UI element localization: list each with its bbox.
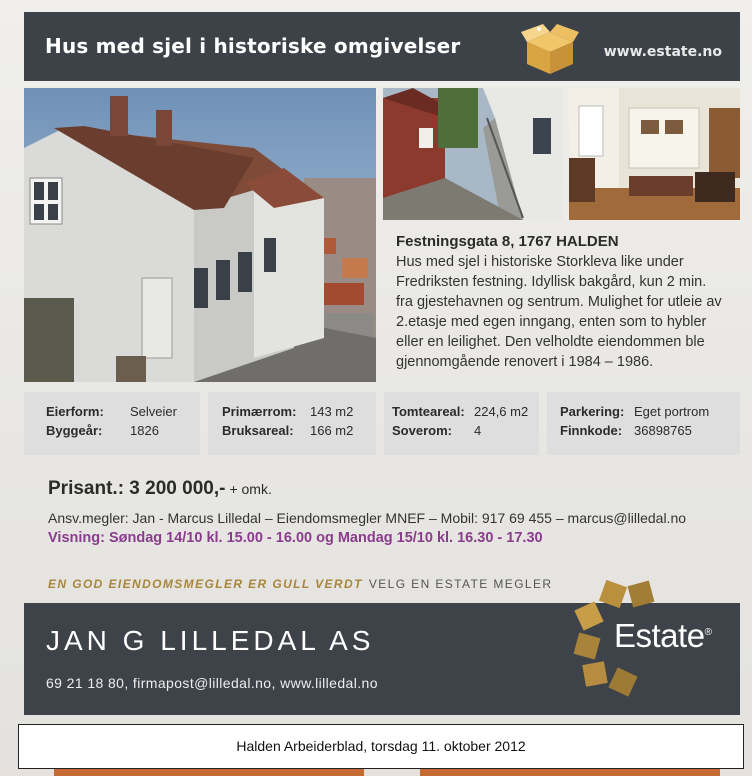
slogan [48,577,552,591]
fact-value: 143 m2 [310,404,354,419]
slogan-grey: VELG EN ESTATE MEGLER [368,577,553,591]
fact-label: Finnkode: [560,423,623,438]
fact-value: 4 [474,423,482,438]
estate-logo-text [614,617,711,655]
fact-value: 36898765 [634,423,692,438]
agent-contact: Ansv.megler: Jan - Marcus Lilledal – Eiendomsmegler MNEF – Mobil: 917 69 455 – marcus@lilledal.no [48,510,687,526]
fact-value: 1826 [130,423,159,438]
company-contact: 69 21 18 80, firmapost@lilledal.no, www.lilledal.no [46,675,378,691]
viewing-times: Visning: Søndag 14/10 kl. 15.00 - 16.00 og Mandag 15/10 kl. 16.30 - 17.30 [48,530,543,546]
registered-mark: ® [704,627,712,638]
estate-website[interactable]: www.estate.no [603,44,722,60]
fact-cell-parking [547,392,740,455]
fact-row [46,423,159,438]
fact-cell-lot [384,392,539,455]
price-suffix: + omk. [229,481,272,497]
fact-label: Eierform: [46,404,104,419]
fact-row [222,404,353,419]
fact-cell-ownership [24,392,200,455]
fact-label: Byggeår: [46,423,103,438]
listing-info [396,233,740,372]
ad-headline: Hus med sjel i historiske omgivelser [45,34,461,58]
fact-label: Parkering: [560,404,625,419]
slogan-gold: EN GOD EIENDOMSMEGLER ER GULL VERDT [48,577,363,591]
fact-label: Primærrom: [222,404,297,419]
logo-word: Estate [614,617,705,654]
description-line: Fredriksten festning. Idyllisk bakgård, kun 2 min. [396,274,707,290]
asking-price: Prisant.: 3 200 000,- [48,478,226,499]
fact-row [560,423,692,438]
fact-row [560,404,709,419]
description-line: fra gjestehavnen og sentrum. Mulighet for utleie av [396,294,722,310]
fact-value: Selveier [130,404,177,419]
company-name: JAN G LILLEDAL AS [46,625,375,656]
page-bottom-strip [0,769,752,776]
fact-row [392,423,481,438]
agency-footer [24,603,740,715]
fact-cell-area [208,392,376,455]
fact-label: Tomteareal: [392,404,465,419]
fact-row [222,423,353,438]
listing-description [396,252,740,372]
fact-value: Eget portrom [634,404,710,419]
listing-address: Festningsgata 8, 1767 HALDEN [396,233,619,250]
description-line: Hus med sjel i historiske Storkleva like under [396,254,684,270]
fact-row [392,404,528,419]
fact-label: Bruksareal: [222,423,294,438]
source-caption: Halden Arbeiderblad, torsdag 11. oktober 2012 [18,724,744,769]
fact-value: 166 m2 [310,423,354,438]
description-line: eller en leilighet. Den velholdte eiendommen ble [396,334,705,350]
description-line: 2.etasje med egen inngang, enten som to hybler [396,314,707,330]
orange-strip [54,769,364,776]
price-line [48,478,272,500]
fact-value: 224,6 m2 [474,404,529,419]
fact-label: Soverom: [392,423,452,438]
property-facts [24,392,740,455]
open-box-icon [519,20,581,76]
ad-header-banner [24,12,740,81]
fact-row [46,404,177,419]
description-line: gjennomgående renovert i 1984 – 1986. [396,354,654,370]
house-exterior-photo [24,88,376,382]
courtyard-stairs-photo [383,88,563,220]
orange-strip [420,769,720,776]
living-room-photo [569,88,740,220]
